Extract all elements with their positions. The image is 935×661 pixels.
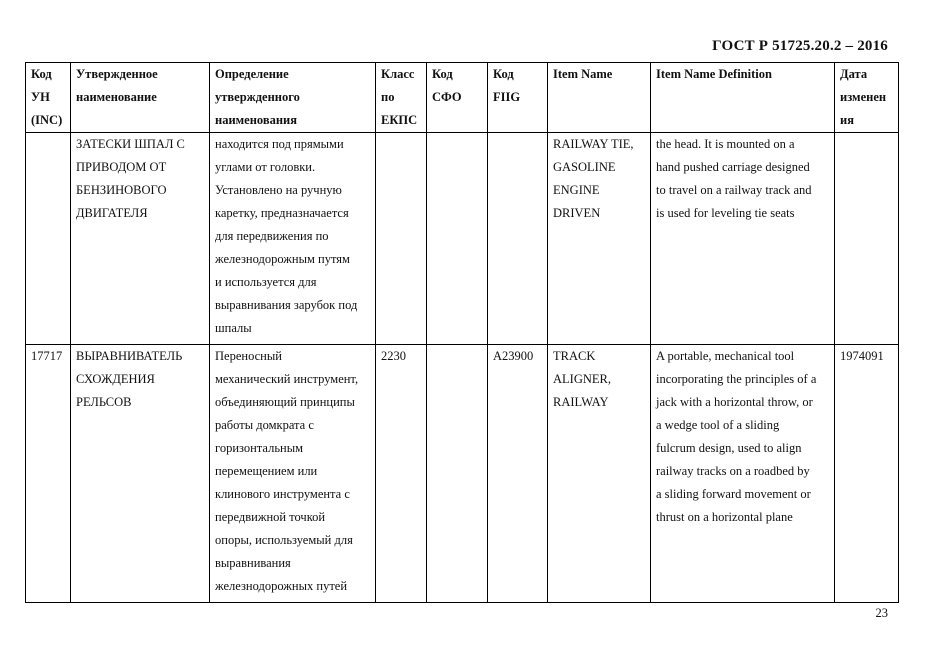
col-header-approved-name: Утвержденное наименование [71,63,210,133]
cell-ekps-class [376,133,427,345]
table-row [26,133,899,345]
cell-definition: Переносный механический инструмент, объединяющий принципы работы домкрата с горизонтальным перемещением или клинового инструмента с передвижной точкой опоры, используемый для выравнивания железнодорожных путей [210,345,376,603]
cell-approved-name: ВЫРАВНИВАТЕЛЬ СХОЖДЕНИЯ РЕЛЬСОВ [71,345,210,603]
cell-item-name: TRACK ALIGNER, RAILWAY [548,345,651,603]
page-number: 23 [875,606,888,620]
cell-sfo-code [427,133,488,345]
cell-fiig-code: A23900 [488,345,548,603]
document-header: ГОСТ Р 51725.20.2 – 2016 [712,38,888,54]
nomenclature-table [25,62,899,603]
cell-item-definition: the head. It is mounted on a hand pushed carriage designed to travel on a railway track and is used for leveling tie seats [651,133,835,345]
cell-definition: находится под прямыми углами от головки. Установлено на ручную каретку, предназначается для передвижения по железнодорожным путям и используется для выравнивания зарубок под шпалы [210,133,376,345]
cell-sfo-code [427,345,488,603]
col-header-sfo-code: Код СФО [427,63,488,133]
cell-change-date [835,133,899,345]
cell-inc: 17717 [26,345,71,603]
cell-fiig-code [488,133,548,345]
cell-approved-name: ЗАТЕСКИ ШПАЛ С ПРИВОДОМ ОТ БЕНЗИНОВОГО ДВИГАТЕЛЯ [71,133,210,345]
cell-item-definition: A portable, mechanical tool incorporating the principles of a jack with a horizontal throw, or a wedge tool of a sliding fulcrum design, used to align railway tracks on a roadbed by a sliding forward movement or thrust on a horizontal plane [651,345,835,603]
col-header-item-name: Item Name [548,63,651,133]
cell-ekps-class: 2230 [376,345,427,603]
col-header-ekps-class: Класс по ЕКПС [376,63,427,133]
col-header-item-definition: Item Name Definition [651,63,835,133]
cell-change-date: 1974091 [835,345,899,603]
table-header-row [26,63,899,133]
col-header-definition: Определение утвержденного наименования [210,63,376,133]
table-row [26,345,899,603]
col-header-change-date: Дата изменен ия [835,63,899,133]
cell-item-name: RAILWAY TIE, GASOLINE ENGINE DRIVEN [548,133,651,345]
col-header-inc: Код УН (INC) [26,63,71,133]
col-header-fiig-code: Код FIIG [488,63,548,133]
cell-inc [26,133,71,345]
